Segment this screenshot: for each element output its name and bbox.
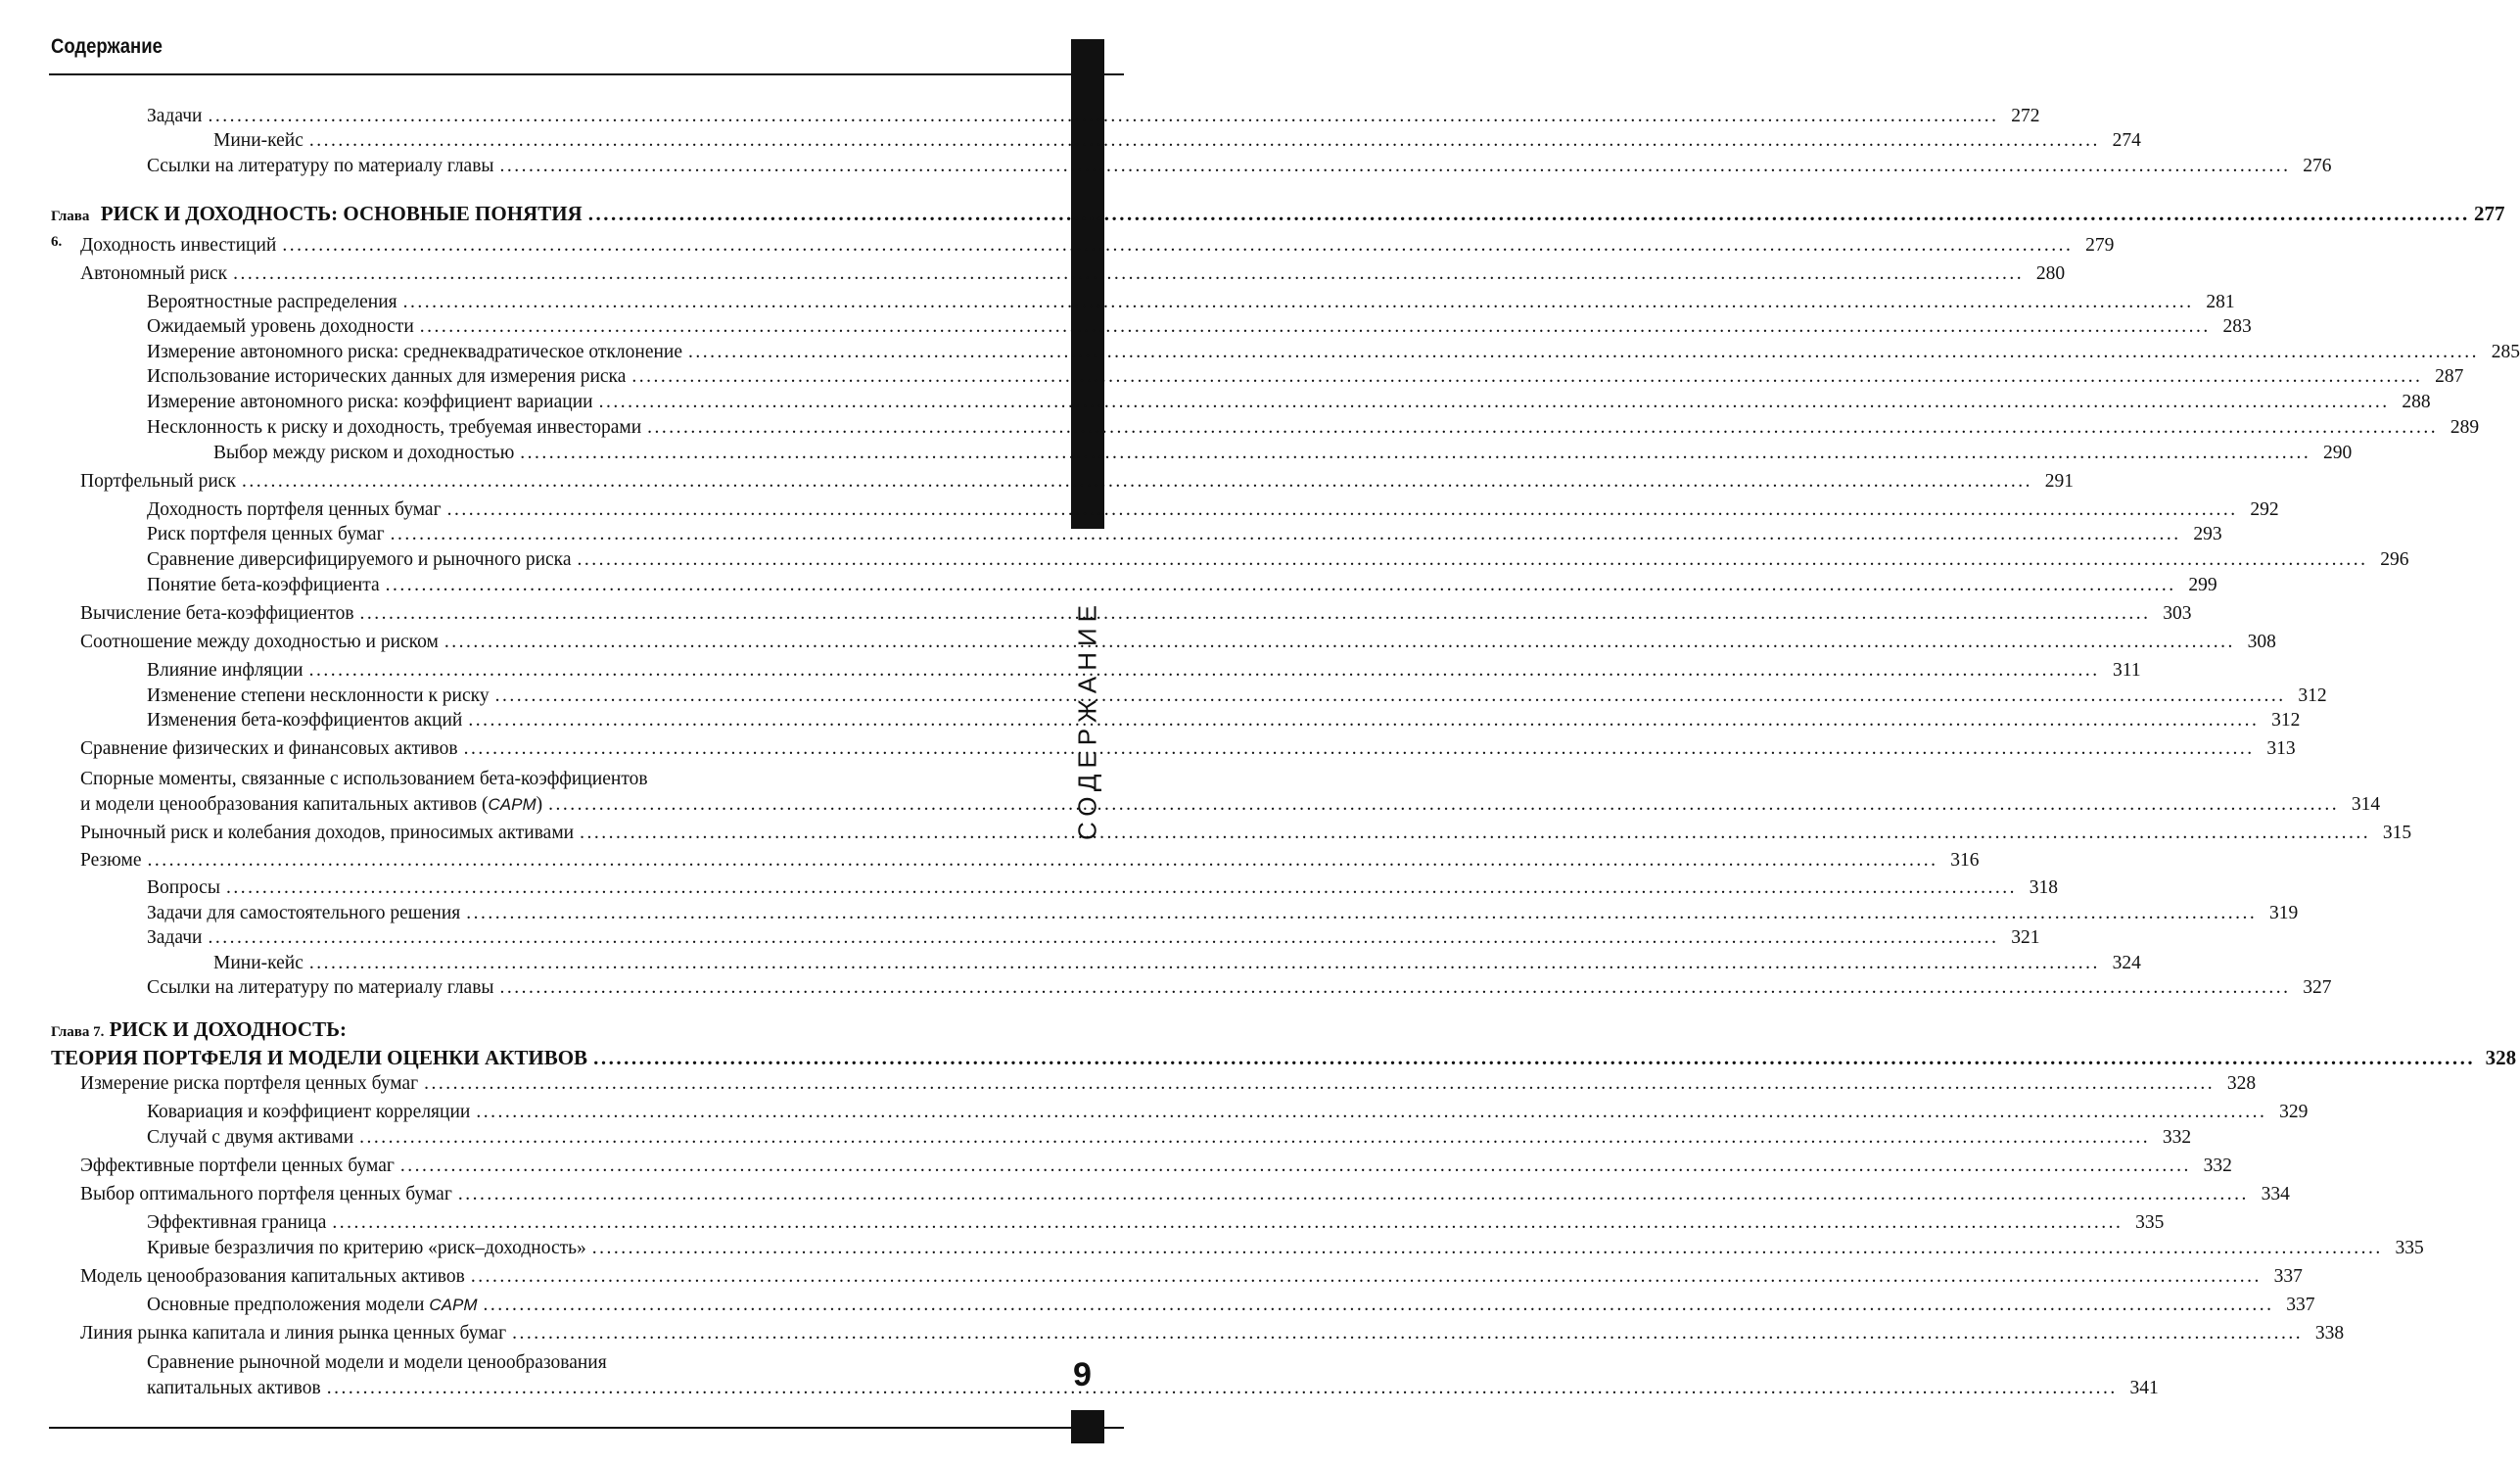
- toc-title: Понятие бета-коэффициента: [147, 575, 380, 595]
- leader-dots: [400, 1154, 2191, 1179]
- leader-dots: [471, 1264, 2262, 1290]
- toc-title: Ссылки на литературу по материалу главы: [147, 156, 494, 176]
- toc-page-number: 280: [2035, 263, 2066, 284]
- toc-entry: [147, 708, 2301, 733]
- leader-dots: [309, 658, 2100, 684]
- leader-dots: [391, 522, 2181, 547]
- leader-dots: [447, 497, 2238, 523]
- toc-page-number: 287: [2435, 366, 2464, 387]
- toc-page-number: 279: [2085, 235, 2115, 256]
- toc-page-number: 276: [2303, 156, 2332, 176]
- toc-page-number: 312: [2271, 710, 2301, 731]
- toc-page-number: 296: [2380, 549, 2409, 570]
- toc-page-number: 283: [2222, 316, 2252, 337]
- leader-dots: [242, 469, 2032, 495]
- leader-dots: [578, 547, 2368, 573]
- toc-page-number: 337: [2273, 1266, 2303, 1287]
- section-side-label: СОДЕРЖАНИЕ: [1072, 598, 1102, 841]
- toc-title: Использование исторических данных для измерения риска: [147, 366, 627, 387]
- toc-title: Вероятностные распределения: [147, 292, 397, 312]
- leader-dots: [688, 340, 2479, 365]
- toc-title: Влияние инфляции: [147, 660, 303, 681]
- toc-entry: [147, 154, 2332, 179]
- toc-entry: [213, 951, 2141, 976]
- toc-page-number: 277: [2474, 202, 2505, 225]
- toc-title: капитальных активов: [147, 1378, 321, 1398]
- toc-page-number: 337: [2286, 1295, 2315, 1315]
- toc-title: Выбор между риском и доходностью: [213, 443, 515, 463]
- toc-title: и модели ценообразования капитальных активов (CAPM): [80, 794, 543, 815]
- toc-page-number: 335: [2395, 1238, 2424, 1258]
- leader-dots: [208, 104, 1998, 129]
- chapter-number: Глава 7.: [51, 1024, 105, 1040]
- leader-dots: [309, 951, 2100, 976]
- toc-page-number: 281: [2206, 292, 2235, 312]
- toc-title-line: Сравнение рыночной модели и модели ценообразования: [147, 1352, 607, 1373]
- toc-entry: [147, 1236, 2424, 1261]
- toc-page-number: 274: [2112, 130, 2141, 151]
- toc-title: Основные предположения модели CAPM: [147, 1295, 478, 1315]
- toc-entry: [213, 441, 2353, 466]
- toc-entry: [147, 415, 2480, 441]
- toc-title: Портфельный риск: [80, 471, 236, 492]
- toc-page-number: 314: [2351, 794, 2381, 815]
- leader-dots: [593, 1045, 2475, 1070]
- toc-title: Эффективная граница: [147, 1212, 327, 1233]
- toc-page-number: 312: [2298, 685, 2327, 706]
- top-rule: [49, 73, 1124, 75]
- toc-title: Измерение автономного риска: среднеквадратическое отклонение: [147, 342, 683, 362]
- toc-entry: [147, 1210, 2165, 1236]
- toc-title-line: РИСК И ДОХОДНОСТЬ:: [104, 1017, 347, 1041]
- toc-title: Кривые безразличия по критерию «риск–доходность»: [147, 1238, 586, 1258]
- toc-title: Доходность портфеля ценных бумаг: [147, 499, 442, 520]
- page-number: 9: [1073, 1356, 1092, 1393]
- leader-dots: [424, 1071, 2215, 1097]
- leader-dots: [647, 415, 2438, 441]
- toc-page-number: 299: [2188, 575, 2217, 595]
- toc-entry: [80, 261, 2066, 287]
- toc-entry: [80, 736, 2296, 762]
- toc-title: Резюме: [80, 850, 142, 871]
- toc-page-number: 291: [2044, 471, 2074, 492]
- toc-page-number: 285: [2491, 342, 2520, 362]
- leader-dots: [464, 736, 2255, 762]
- toc-page-number: 289: [2450, 417, 2480, 438]
- toc-entry: [147, 364, 2464, 390]
- toc-entry: [80, 767, 2381, 818]
- leader-dots: [282, 233, 2073, 259]
- toc-page-number: 327: [2303, 977, 2332, 998]
- toc-entry: [147, 104, 2040, 129]
- toc-entry: [147, 290, 2235, 315]
- toc-entry: [147, 340, 2520, 365]
- toc-entry: [147, 314, 2252, 340]
- toc-page-number: 288: [2402, 392, 2431, 412]
- toc-title: Изменение степени несклонности к риску: [147, 685, 490, 706]
- toc-page-number: 308: [2247, 632, 2276, 652]
- toc-title: Задачи для самостоятельного решения: [147, 903, 461, 923]
- toc-entry: [80, 469, 2074, 495]
- toc-page-number: 341: [2129, 1378, 2159, 1398]
- toc-entry: [147, 875, 2058, 901]
- toc-title-line: Спорные моменты, связанные с использованием бета-коэффициентов: [80, 769, 648, 789]
- toc-entry: [147, 573, 2217, 598]
- toc-entry: [80, 821, 2412, 846]
- bottom-rule: [49, 1427, 1124, 1429]
- toc-title: Модель ценообразования капитальных активов: [80, 1266, 465, 1287]
- toc-title: Вопросы: [147, 877, 220, 898]
- leader-dots: [468, 708, 2259, 733]
- toc-page-number: 319: [2269, 903, 2299, 923]
- toc-entry: [147, 1100, 2309, 1125]
- leader-dots: [359, 1125, 2150, 1151]
- toc-title: Несклонность к риску и доходность, требуемая инвесторами: [147, 417, 642, 438]
- leader-dots: [360, 601, 2151, 627]
- toc-page-number: 332: [2203, 1156, 2232, 1176]
- toc-title: Ссылки на литературу по материалу главы: [147, 977, 494, 998]
- toc-title: Риск портфеля ценных бумаг: [147, 524, 385, 544]
- toc-title: Мини-кейс: [213, 953, 303, 973]
- toc-page-number: 318: [2029, 877, 2058, 898]
- toc-entry: [147, 925, 2040, 951]
- toc-page-number: 338: [2314, 1323, 2345, 1344]
- leader-dots: [208, 925, 1998, 951]
- toc-entry: [80, 848, 1980, 873]
- leader-dots: [500, 154, 2291, 179]
- toc-entry: [80, 1264, 2303, 1290]
- toc-entry: [147, 1293, 2315, 1318]
- toc-page-number: 321: [2011, 927, 2040, 948]
- toc-page-number: 293: [2193, 524, 2222, 544]
- toc-title: Измерение автономного риска: коэффициент вариации: [147, 392, 593, 412]
- toc-page-number: 332: [2162, 1127, 2192, 1148]
- toc-page-number: 329: [2279, 1102, 2309, 1122]
- toc-entry: [147, 1125, 2192, 1151]
- leader-dots: [631, 364, 2422, 390]
- toc-entry: [80, 1071, 2257, 1097]
- toc-entry: [80, 630, 2276, 655]
- toc-page-number: 311: [2113, 660, 2141, 681]
- toc-entry: [147, 901, 2299, 926]
- leader-dots: [495, 684, 2286, 709]
- toc-entry: [80, 1321, 2345, 1346]
- toc-entry: [147, 684, 2327, 709]
- toc-page-number: 335: [2135, 1212, 2165, 1233]
- toc-title: РИСК И ДОХОДНОСТЬ: ОСНОВНЫЕ ПОНЯТИЯ: [95, 202, 583, 225]
- toc-entry: [147, 975, 2332, 1001]
- chapter-number: Глава 6.: [51, 209, 90, 250]
- toc-title: Сравнение физических и финансовых активов: [80, 738, 458, 759]
- toc-title: Рыночный риск и колебания доходов, приносимых активами: [80, 823, 575, 843]
- toc-entry: [147, 547, 2409, 573]
- leader-dots: [548, 792, 2339, 818]
- toc-title: Автономный риск: [80, 263, 228, 284]
- leader-dots: [588, 201, 2470, 226]
- leader-dots: [327, 1376, 2118, 1401]
- leader-dots: [444, 630, 2235, 655]
- toc-entry: [147, 390, 2431, 415]
- toc-entry: [80, 1154, 2232, 1179]
- leader-dots: [599, 390, 2390, 415]
- toc-title: Случай с двумя активами: [147, 1127, 354, 1148]
- leader-dots: [476, 1100, 2266, 1125]
- leader-dots: [500, 975, 2291, 1001]
- toc-page-number: 303: [2163, 603, 2192, 624]
- toc-page-number: 292: [2250, 499, 2279, 520]
- toc-page-number: 328: [2226, 1073, 2257, 1094]
- leader-dots: [466, 901, 2257, 926]
- toc-title: Выбор оптимального портфеля ценных бумаг: [80, 1184, 452, 1204]
- leader-dots: [309, 128, 2100, 154]
- leader-dots: [580, 821, 2370, 846]
- toc-page-number: 328: [2485, 1046, 2517, 1069]
- leader-dots: [403, 290, 2194, 315]
- toc-title: Соотношение между доходностью и риском: [80, 632, 439, 652]
- leader-dots: [332, 1210, 2123, 1236]
- toc-title: ТЕОРИЯ ПОРТФЕЛЯ И МОДЕЛИ ОЦЕНКИ АКТИВОВ: [51, 1046, 588, 1069]
- toc-entry: [147, 497, 2279, 523]
- toc-entry: [80, 233, 2115, 259]
- leader-dots: [226, 875, 2017, 901]
- toc-title: Доходность инвестиций: [80, 235, 277, 256]
- toc-entry: [147, 522, 2222, 547]
- toc-title: Ковариация и коэффициент корреляции: [147, 1102, 471, 1122]
- toc-entry: [147, 1350, 2159, 1401]
- toc-entry: [80, 1182, 2290, 1207]
- toc-entry: [213, 128, 2141, 154]
- leader-dots: [458, 1182, 2249, 1207]
- toc-title: Изменения бета-коэффициентов акций: [147, 710, 463, 731]
- toc-page-number: 290: [2323, 443, 2353, 463]
- leader-dots: [592, 1236, 2383, 1261]
- toc-title: Задачи: [147, 927, 203, 948]
- toc-page-number: 324: [2112, 953, 2141, 973]
- leader-dots: [520, 441, 2310, 466]
- toc-title: Задачи: [147, 106, 203, 126]
- leader-dots: [512, 1321, 2303, 1346]
- toc-title: Вычисление бета-коэффициентов: [80, 603, 354, 624]
- toc-entry: [80, 601, 2192, 627]
- toc-title: Мини-кейс: [213, 130, 303, 151]
- running-head: Содержание: [51, 35, 163, 58]
- leader-dots: [148, 848, 1938, 873]
- toc-page-number: 315: [2382, 823, 2412, 843]
- toc-page-number: 272: [2011, 106, 2040, 126]
- toc-chapter-entry: [51, 1016, 2517, 1070]
- leader-dots: [233, 261, 2024, 287]
- leader-dots: [386, 573, 2176, 598]
- toc-title: Ожидаемый уровень доходности: [147, 316, 414, 337]
- toc-title: Измерение риска портфеля ценных бумаг: [80, 1073, 419, 1094]
- toc-title: Эффективные портфели ценных бумаг: [80, 1156, 395, 1176]
- toc-title: Линия рынка капитала и линия рынка ценных бумаг: [80, 1323, 507, 1344]
- toc-title: Сравнение диверсифицируемого и рыночного риска: [147, 549, 572, 570]
- leader-dots: [483, 1293, 2273, 1318]
- toc-page-number: 334: [2261, 1184, 2290, 1204]
- toc-entry: [147, 658, 2141, 684]
- toc-page-number: 316: [1950, 850, 1980, 871]
- toc-page-number: 313: [2266, 738, 2296, 759]
- leader-dots: [420, 314, 2211, 340]
